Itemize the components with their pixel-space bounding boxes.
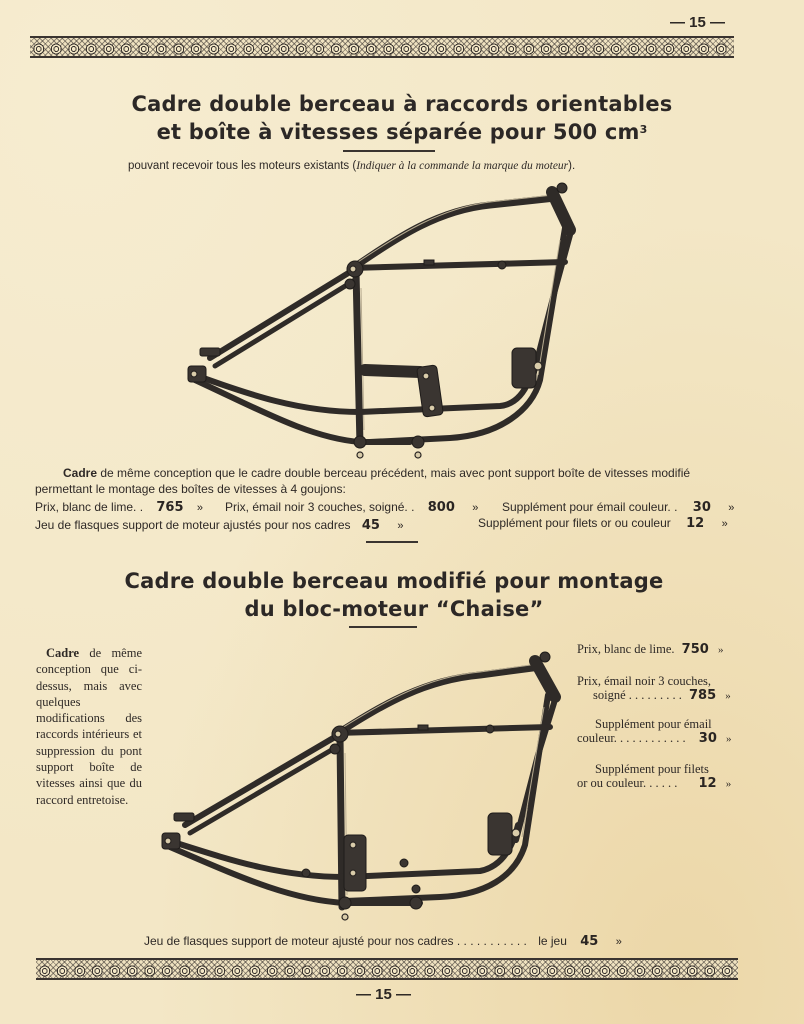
price-suffix: » <box>725 690 731 702</box>
section2-supplement-email <box>577 717 737 746</box>
desc-rest: de même conception que ci-dessus, mais avec quelques modifications des raccords intérieurs et suppression du pont support boîte de vitesses ainsi que du raccord entretoise. <box>36 646 142 807</box>
price-value: 800 <box>427 500 455 515</box>
desc-bold-cadre: Cadre <box>46 646 80 660</box>
price-value: 30 <box>692 500 711 515</box>
decorative-border-top <box>30 36 734 58</box>
price-label-line1: Supplément pour filets <box>595 762 709 776</box>
price-row-email-couleur <box>502 500 734 516</box>
price-label-line1: Prix, émail noir 3 couches, <box>577 674 711 688</box>
price-label-line2: soigné . . . . . . . . . <box>593 688 682 702</box>
price-suffix: » <box>721 518 728 530</box>
subtitle-end: ). <box>568 160 576 172</box>
price-suffix: » <box>726 733 732 745</box>
section1-title-line1: Cadre double berceau à raccords orientables <box>131 92 673 116</box>
price-suffix: » <box>728 502 735 514</box>
section1-description-line2: permettant le montage des boîtes de vitesses à 4 goujons: <box>35 482 346 496</box>
price-value: 45 <box>361 518 380 533</box>
price-value: 12 <box>686 516 705 531</box>
price-label-line1: Supplément pour émail <box>595 717 712 731</box>
price-unit: le jeu <box>538 934 567 948</box>
price-row-jeu-flasques <box>35 518 403 534</box>
price-value: 765 <box>156 500 184 515</box>
title-underline <box>343 150 435 152</box>
frame-tubes <box>195 192 570 445</box>
price-label-line2: couleur. . . . . . . . . . . . <box>577 731 686 745</box>
price-value: 785 <box>689 688 717 703</box>
price-suffix: » <box>725 778 732 790</box>
section1-title-text: et boîte à vitesses séparée pour 500 cm <box>156 120 640 144</box>
price-suffix: » <box>615 936 622 948</box>
price-value: 45 <box>580 934 599 949</box>
section2-price-email-noir <box>577 674 737 703</box>
section1-title-line2 <box>0 118 804 146</box>
page-number-bottom: — 15 — <box>356 986 412 1003</box>
superscript-3: 3 <box>639 123 648 136</box>
price-suffix: » <box>397 520 404 532</box>
page-number-top: — 15 — <box>670 14 726 31</box>
subtitle-text: pouvant recevoir tous les moteurs existants ( <box>128 160 357 172</box>
price-value: 12 <box>698 776 717 791</box>
price-label: Prix, blanc de lime. . <box>35 500 144 514</box>
price-suffix: » <box>196 502 203 514</box>
price-label: Prix, émail noir 3 couches, soigné. . <box>225 500 415 514</box>
price-label: Jeu de flasques support de moteur ajustés pour nos cadres <box>35 518 351 532</box>
section2-description <box>36 645 142 808</box>
section2-supplement-filets <box>577 762 737 791</box>
section1-description <box>35 466 755 481</box>
frame-lugs <box>162 652 550 920</box>
subtitle-italic: Indiquer à la commande la marque du moteur <box>356 160 569 172</box>
section2-title-line2: du bloc-moteur “Chaise” <box>244 597 544 621</box>
section2-title-line1: Cadre double berceau modifié pour montage <box>124 569 664 593</box>
desc-bold-cadre: Cadre <box>63 466 98 480</box>
title-underline <box>349 626 417 628</box>
motorcycle-frame-illustration-1 <box>170 180 600 460</box>
section-divider <box>366 541 418 543</box>
price-row-email-noir <box>225 500 478 516</box>
section2-price-blanc-de-lime <box>577 642 737 657</box>
price-label: Jeu de flasques support de moteur ajusté pour nos cadres . . . . . . . . . . . <box>144 934 527 948</box>
price-row-blanc-de-lime <box>35 500 203 516</box>
footer-price-jeu-flasques <box>144 934 622 950</box>
price-suffix: » <box>717 644 724 656</box>
desc-line1: de même conception que le cadre double berceau précédent, mais avec pont support boîte de vitesses modifié <box>97 466 691 480</box>
price-label: Supplément pour filets or ou couleur <box>478 516 671 530</box>
price-row-filets <box>478 516 728 532</box>
price-suffix: » <box>472 502 479 514</box>
section1-subtitle <box>128 159 688 174</box>
price-label-line2: or ou couleur. . . . . . <box>577 776 678 790</box>
decorative-border-bottom <box>36 958 738 980</box>
motorcycle-frame-illustration-2 <box>150 645 570 930</box>
price-label: Prix, blanc de lime. <box>577 642 675 656</box>
price-label: Supplément pour émail couleur. . <box>502 500 678 514</box>
price-value: 30 <box>698 731 717 746</box>
price-value: 750 <box>681 642 709 657</box>
